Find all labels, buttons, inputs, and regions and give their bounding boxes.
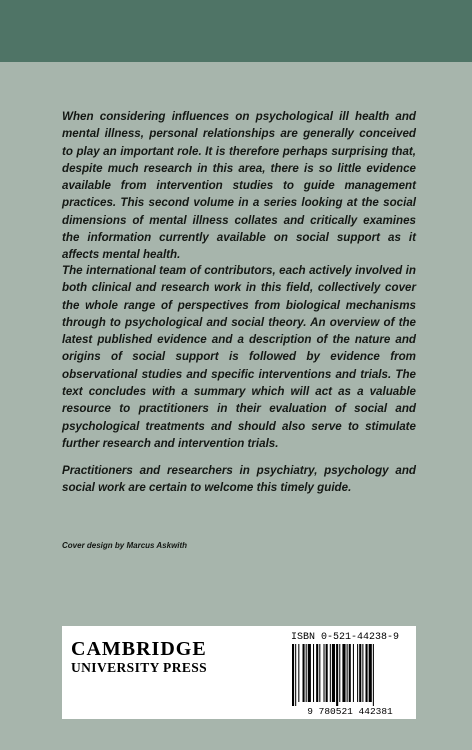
barcode-bar — [339, 644, 340, 702]
barcode-bar — [359, 644, 361, 702]
barcode-bar — [349, 644, 351, 702]
barcode-bar — [326, 644, 328, 702]
barcode-bar — [353, 644, 354, 702]
barcode-bar — [357, 644, 358, 702]
publisher-barcode-panel — [62, 626, 416, 719]
barcode-bar — [295, 644, 296, 706]
cover-design-credit: Cover design by Marcus Askwith — [62, 541, 188, 550]
barcode-bar — [316, 644, 318, 702]
blurb-paragraph-2: The international team of contributors, each actively involved in both clinical and research work in this field, collectively cover the whole range of perspectives from biological mechanisms through to psychological and social theory. An overview of the latest published evidence and a description of the nature and origins of social support is followed by evidence from observational studies and specific interventions and trials. The text concludes with a summary which will act as a valuable resource to practitioners in their evaluation of social and psychological treatments and should also serve to stimulate further research and intervention trials. — [62, 264, 416, 450]
barcode-bar — [298, 644, 299, 702]
barcode-bar — [342, 644, 345, 702]
barcode — [288, 644, 412, 716]
top-color-band — [0, 0, 472, 62]
blurb-paragraph-3: Practitioners and researchers in psychiatry, psychology and social work are certain to welcome this timely guide. — [62, 464, 416, 495]
barcode-bar — [336, 644, 338, 706]
barcode-bar — [292, 644, 294, 706]
barcode-bar — [347, 644, 348, 702]
barcode-bar — [308, 644, 311, 702]
barcode-bar — [362, 644, 363, 702]
barcode-bar — [313, 644, 314, 702]
barcode-bar — [303, 644, 305, 702]
barcode-bar — [369, 644, 372, 702]
isbn-label: ISBN 0-521-44238-9 — [291, 632, 400, 643]
blurb-paragraph-1: When considering influences on psychological ill health and mental illness, personal relationships are generally conceived to play an important role. It is therefore perhaps surprising that, despite much research in this area, there is so little evidence available from intervention studies to guide management practices. This second volume in a series looking at the social dimensions of mental illness collates and critically examines the information currently available on social support as it affects mental health. — [62, 110, 416, 262]
barcode-bar — [332, 644, 335, 702]
barcode-bar — [366, 644, 368, 702]
barcode-number: 9 780521 442381 — [307, 706, 393, 716]
barcode-bar — [330, 644, 331, 702]
barcode-bar — [306, 644, 307, 702]
barcode-bars — [292, 644, 374, 706]
publisher-subtitle: UNIVERSITY PRESS — [71, 660, 208, 675]
publisher-name: CAMBRIDGE — [71, 638, 207, 660]
barcode-bar — [373, 644, 374, 706]
barcode-bar — [324, 644, 325, 702]
barcode-bar — [319, 644, 320, 702]
